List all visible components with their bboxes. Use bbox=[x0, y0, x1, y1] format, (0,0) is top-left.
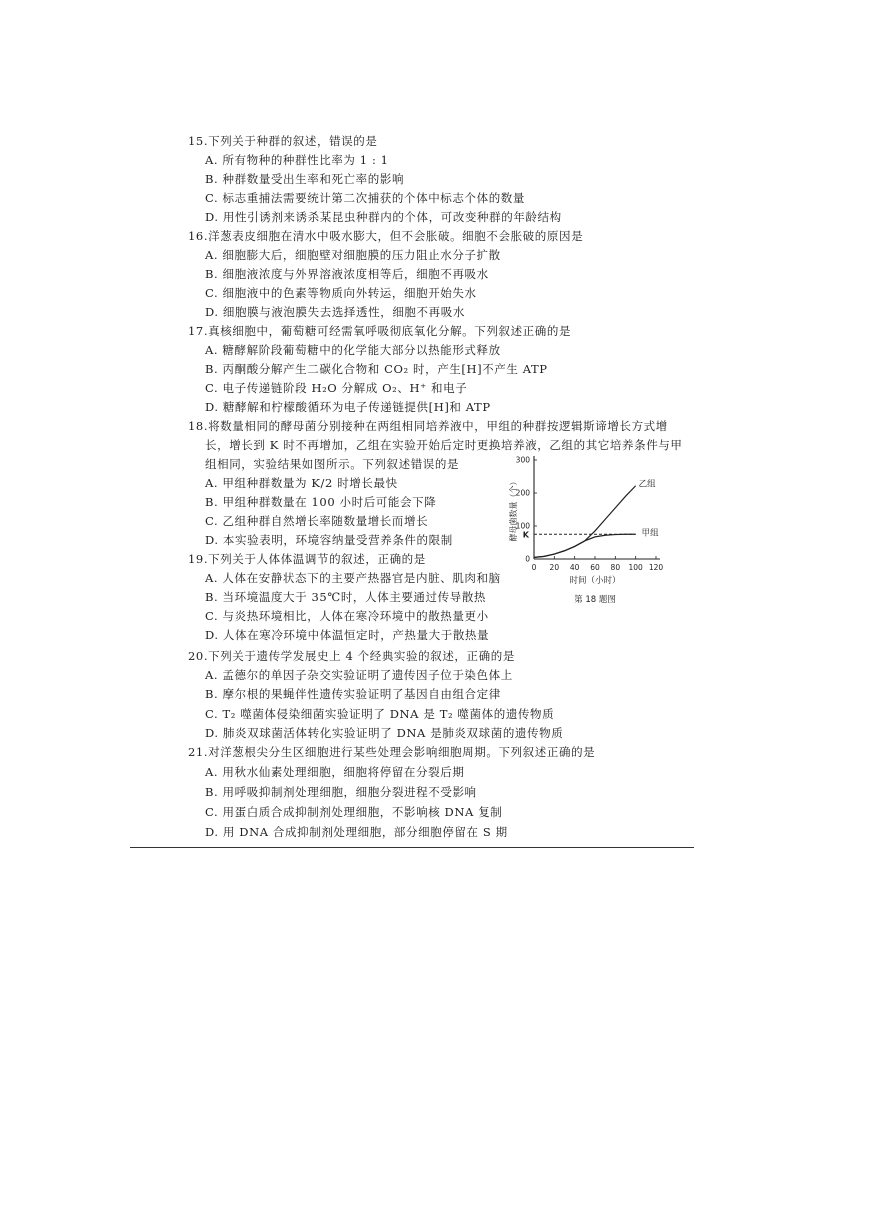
question-17-stem: 17.真核细胞中，葡萄糖可经需氧呼吸彻底氧化分解。下列叙述正确的是 bbox=[188, 324, 572, 338]
question-18-option-d: D. 本实验表明，环境容纳量受营养条件的限制 bbox=[205, 533, 453, 547]
question-18-stem: 18.将数量相同的酵母菌分别接种在两组相同培养液中，甲组的种群按逻辑斯谛增长方式增 bbox=[188, 419, 668, 433]
question-15-option-c: C. 标志重捕法需要统计第二次捕获的个体中标志个体的数量 bbox=[205, 191, 525, 205]
page-divider bbox=[130, 847, 694, 848]
figure-caption: 第 18 题图 bbox=[574, 595, 616, 605]
question-19-option-b: B. 当环境温度大于 35℃时，人体主要通过传导散热 bbox=[205, 590, 487, 604]
question-21-option-c: C. 用蛋白质合成抑制剂处理细胞，不影响核 DNA 复制 bbox=[205, 805, 503, 819]
question-15-option-a: A. 所有物种的种群性比率为 1 : 1 bbox=[205, 153, 389, 167]
question-16-stem: 16.洋葱表皮细胞在清水中吸水膨大，但不会胀破。细胞不会胀破的原因是 bbox=[188, 229, 584, 243]
question-16-option-c: C. 细胞液中的色素等物质向外转运，细胞开始失水 bbox=[205, 286, 477, 300]
x-tick-label: 20 bbox=[549, 563, 560, 572]
y-tick-label: 200 bbox=[515, 488, 530, 498]
question-15-stem: 15.下列关于种群的叙述，错误的是 bbox=[188, 134, 378, 148]
figure-18-chart bbox=[498, 452, 673, 607]
question-16-option-d: D. 细胞膜与液泡膜失去选择透性，细胞不再吸水 bbox=[205, 305, 465, 319]
question-18-option-a: A. 甲组种群数量为 K/2 时增长最快 bbox=[205, 476, 398, 490]
question-17-option-a: A. 糖酵解阶段葡萄糖中的化学能大部分以热能形式释放 bbox=[205, 343, 501, 357]
question-17-option-c: C. 电子传递链阶段 H₂O 分解成 O₂、H⁺ 和电子 bbox=[205, 381, 468, 395]
x-tick-label: 40 bbox=[569, 563, 580, 572]
question-20-stem: 20.下列关于遗传学发展史上 4 个经典实验的叙述，正确的是 bbox=[188, 649, 515, 663]
question-17-option-d: D. 糖酵解和柠檬酸循环为电子传递链提供[H]和 ATP bbox=[205, 400, 491, 414]
y-tick-label: 0 bbox=[525, 554, 530, 564]
question-20-option-d: D. 肺炎双球菌活体转化实验证明了 DNA 是肺炎双球菌的遗传物质 bbox=[205, 726, 564, 740]
question-16-option-a: A. 细胞膨大后，细胞壁对细胞膜的压力阻止水分子扩散 bbox=[205, 248, 501, 262]
question-20-option-a: A. 孟德尔的单因子杂交实验证明了遗传因子位于染色体上 bbox=[205, 668, 513, 682]
y-tick-label: 100 bbox=[515, 521, 530, 531]
question-21-option-b: B. 用呼吸抑制剂处理细胞，细胞分裂进程不受影响 bbox=[205, 785, 477, 799]
question-20-option-b: B. 摩尔根的果蝇伴性遗传实验证明了基因自由组合定律 bbox=[205, 687, 501, 701]
x-tick-label: 0 bbox=[531, 563, 537, 572]
question-20-option-c: C. T₂ 噬菌体侵染细菌实验证明了 DNA 是 T₂ 噬菌体的遗传物质 bbox=[205, 707, 555, 721]
series-jia-line bbox=[534, 534, 636, 557]
question-19-option-c: C. 与炎热环境相比，人体在寒冷环境中的散热量更小 bbox=[205, 609, 489, 623]
question-16-option-b: B. 细胞液浓度与外界溶液浓度相等后，细胞不再吸水 bbox=[205, 267, 489, 281]
y-axis-title: 酵母菌数量（个） bbox=[509, 477, 518, 542]
series-yi-line bbox=[534, 486, 636, 558]
x-tick-label: 80 bbox=[610, 563, 621, 572]
x-tick-label: 60 bbox=[590, 563, 600, 572]
question-21-stem: 21.对洋葱根尖分生区细胞进行某些处理会影响细胞周期。下列叙述正确的是 bbox=[188, 745, 596, 759]
question-19-option-a: A. 人体在安静状态下的主要产热器官是内脏、肌肉和脑 bbox=[205, 571, 501, 585]
question-21-option-d: D. 用 DNA 合成抑制剂处理细胞，部分细胞停留在 S 期 bbox=[205, 825, 508, 839]
question-17-option-b: B. 丙酮酸分解产生二碳化合物和 CO₂ 时，产生[H]不产生 ATP bbox=[205, 362, 548, 376]
k-label: K bbox=[522, 530, 529, 540]
question-18-stem-line-3: 组相同，实验结果如图所示。下列叙述错误的是 bbox=[205, 457, 460, 471]
question-18-option-b: B. 甲组种群数量在 100 小时后可能会下降 bbox=[205, 495, 437, 509]
series-jia-label: 甲组 bbox=[641, 528, 659, 539]
question-18-option-c: C. 乙组种群自然增长率随数量增长而增长 bbox=[205, 514, 429, 528]
x-axis-title: 时间（小时） bbox=[569, 576, 621, 586]
series-yi-label: 乙组 bbox=[638, 479, 656, 490]
question-15-option-d: D. 用性引诱剂来诱杀某昆虫种群内的个体，可改变种群的年龄结构 bbox=[205, 210, 562, 224]
x-tick-label: 100 bbox=[628, 563, 643, 572]
question-18-stem-line-2: 长，增长到 K 时不再增加，乙组在实验开始后定时更换培养液，乙组的其它培养条件与甲 bbox=[205, 438, 683, 452]
x-tick-label: 120 bbox=[648, 563, 664, 572]
y-tick-label: 300 bbox=[515, 455, 530, 465]
question-19-stem: 19.下列关于人体体温调节的叙述，正确的是 bbox=[188, 552, 426, 566]
question-19-option-d: D. 人体在寒冷环境中体温恒定时，产热量大于散热量 bbox=[205, 628, 490, 642]
question-15-option-b: B. 种群数量受出生率和死亡率的影响 bbox=[205, 172, 405, 186]
question-21-option-a: A. 用秋水仙素处理细胞，细胞将停留在分裂后期 bbox=[205, 765, 465, 779]
